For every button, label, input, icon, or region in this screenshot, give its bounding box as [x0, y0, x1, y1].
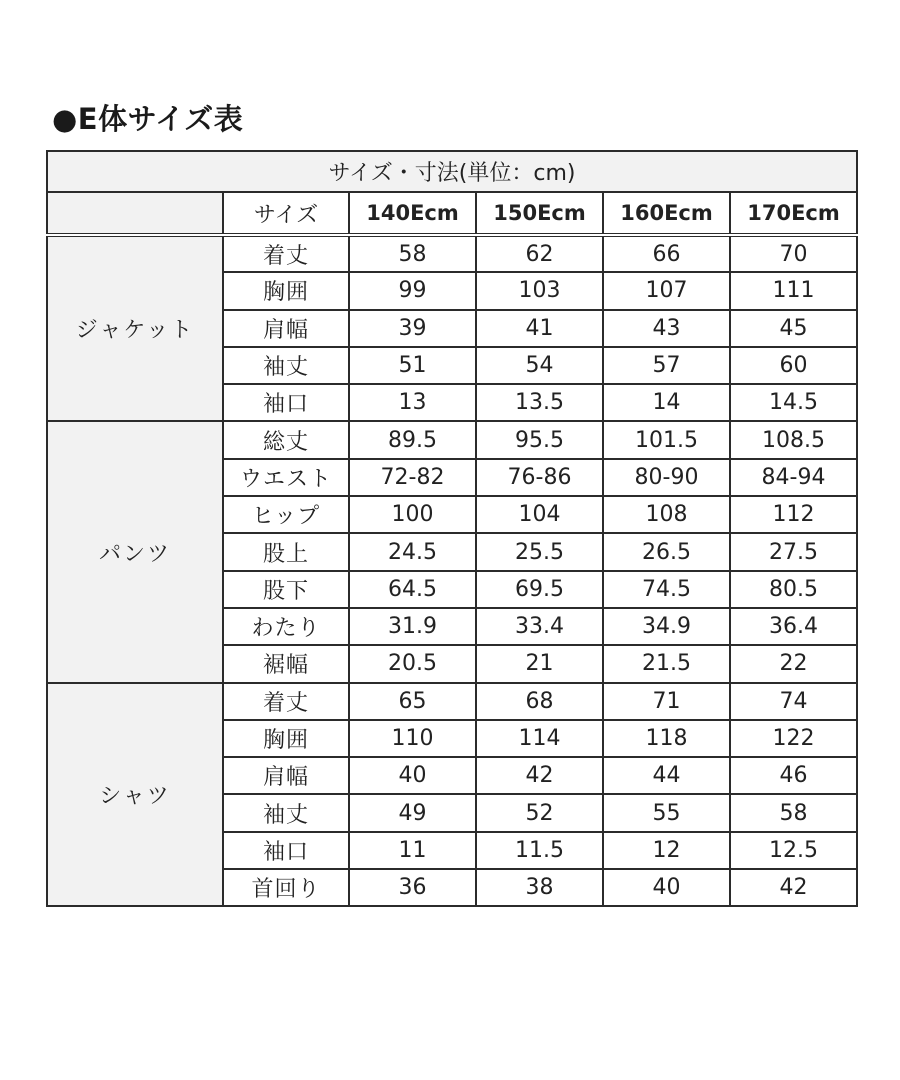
measurement-value: 74.5	[603, 571, 730, 608]
table-row	[47, 235, 857, 272]
table-row	[47, 421, 857, 458]
measurement-value: 111	[730, 272, 857, 309]
size-header-150: 150Ecm	[476, 192, 603, 235]
measurement-value: 42	[730, 869, 857, 906]
measurement-value: 40	[603, 869, 730, 906]
page-title: ●E体サイズ表	[52, 102, 244, 136]
caption-row	[47, 151, 857, 192]
measurement-value: 43	[603, 310, 730, 347]
measurement-value: 27.5	[730, 533, 857, 570]
header-row	[47, 192, 857, 235]
measurement-value: 39	[349, 310, 476, 347]
measurement-value: 108.5	[730, 421, 857, 458]
measurement-value: 72-82	[349, 459, 476, 496]
measurement-label: 袖丈	[223, 347, 349, 384]
measurement-value: 24.5	[349, 533, 476, 570]
measurement-label: 裾幅	[223, 645, 349, 682]
measurement-value: 36	[349, 869, 476, 906]
measurement-value: 14.5	[730, 384, 857, 421]
size-header-170: 170Ecm	[730, 192, 857, 235]
measurement-value: 31.9	[349, 608, 476, 645]
measurement-value: 55	[603, 794, 730, 831]
measurement-label: 袖丈	[223, 794, 349, 831]
measurement-value: 84-94	[730, 459, 857, 496]
measurement-label: 袖口	[223, 832, 349, 869]
measurement-value: 80.5	[730, 571, 857, 608]
measurement-value: 99	[349, 272, 476, 309]
measurement-value: 103	[476, 272, 603, 309]
measurement-value: 21.5	[603, 645, 730, 682]
measurement-value: 13.5	[476, 384, 603, 421]
measurement-value: 100	[349, 496, 476, 533]
measurement-value: 44	[603, 757, 730, 794]
measurement-value: 114	[476, 720, 603, 757]
measurement-value: 107	[603, 272, 730, 309]
measurement-value: 12.5	[730, 832, 857, 869]
measurement-value: 46	[730, 757, 857, 794]
measurement-value: 45	[730, 310, 857, 347]
measurement-label: ウエスト	[223, 459, 349, 496]
measurement-label: わたり	[223, 608, 349, 645]
measurement-value: 60	[730, 347, 857, 384]
measurement-value: 11.5	[476, 832, 603, 869]
measurement-value: 42	[476, 757, 603, 794]
measurement-value: 12	[603, 832, 730, 869]
measurement-value: 36.4	[730, 608, 857, 645]
measurement-value: 41	[476, 310, 603, 347]
measurement-label: 胸囲	[223, 272, 349, 309]
measurement-value: 71	[603, 683, 730, 720]
measurement-value: 76-86	[476, 459, 603, 496]
table-row	[47, 683, 857, 720]
measurement-value: 26.5	[603, 533, 730, 570]
measurement-label: 首回り	[223, 869, 349, 906]
measurement-value: 69.5	[476, 571, 603, 608]
measurement-label: 着丈	[223, 683, 349, 720]
measurement-value: 49	[349, 794, 476, 831]
measurement-value: 122	[730, 720, 857, 757]
measurement-label: 着丈	[223, 235, 349, 272]
size-header-160: 160Ecm	[603, 192, 730, 235]
size-header-140: 140Ecm	[349, 192, 476, 235]
measurement-value: 51	[349, 347, 476, 384]
measurement-value: 64.5	[349, 571, 476, 608]
measurement-value: 80-90	[603, 459, 730, 496]
table-caption: サイズ・寸法(単位：cm)	[47, 151, 857, 192]
size-label-header: サイズ	[223, 192, 349, 235]
measurement-value: 70	[730, 235, 857, 272]
measurement-value: 20.5	[349, 645, 476, 682]
category-shirt: シャツ	[47, 683, 223, 907]
measurement-label: 胸囲	[223, 720, 349, 757]
measurement-value: 22	[730, 645, 857, 682]
header-blank-cell	[47, 192, 223, 235]
measurement-value: 65	[349, 683, 476, 720]
measurement-value: 11	[349, 832, 476, 869]
measurement-value: 95.5	[476, 421, 603, 458]
measurement-value: 40	[349, 757, 476, 794]
measurement-label: 袖口	[223, 384, 349, 421]
category-jacket: ジャケット	[47, 235, 223, 421]
measurement-value: 62	[476, 235, 603, 272]
measurement-value: 25.5	[476, 533, 603, 570]
measurement-value: 57	[603, 347, 730, 384]
measurement-value: 13	[349, 384, 476, 421]
measurement-value: 101.5	[603, 421, 730, 458]
measurement-value: 38	[476, 869, 603, 906]
measurement-value: 58	[730, 794, 857, 831]
measurement-label: 肩幅	[223, 310, 349, 347]
measurement-value: 52	[476, 794, 603, 831]
size-table	[46, 150, 858, 907]
measurement-value: 21	[476, 645, 603, 682]
measurement-value: 66	[603, 235, 730, 272]
measurement-value: 74	[730, 683, 857, 720]
measurement-value: 110	[349, 720, 476, 757]
measurement-value: 68	[476, 683, 603, 720]
measurement-label: 肩幅	[223, 757, 349, 794]
measurement-value: 54	[476, 347, 603, 384]
measurement-value: 118	[603, 720, 730, 757]
category-pants: パンツ	[47, 421, 223, 682]
measurement-label: ヒップ	[223, 496, 349, 533]
measurement-label: 股上	[223, 533, 349, 570]
measurement-value: 33.4	[476, 608, 603, 645]
measurement-value: 14	[603, 384, 730, 421]
measurement-value: 58	[349, 235, 476, 272]
measurement-value: 104	[476, 496, 603, 533]
measurement-label: 総丈	[223, 421, 349, 458]
measurement-value: 34.9	[603, 608, 730, 645]
measurement-value: 108	[603, 496, 730, 533]
measurement-value: 112	[730, 496, 857, 533]
measurement-label: 股下	[223, 571, 349, 608]
measurement-value: 89.5	[349, 421, 476, 458]
